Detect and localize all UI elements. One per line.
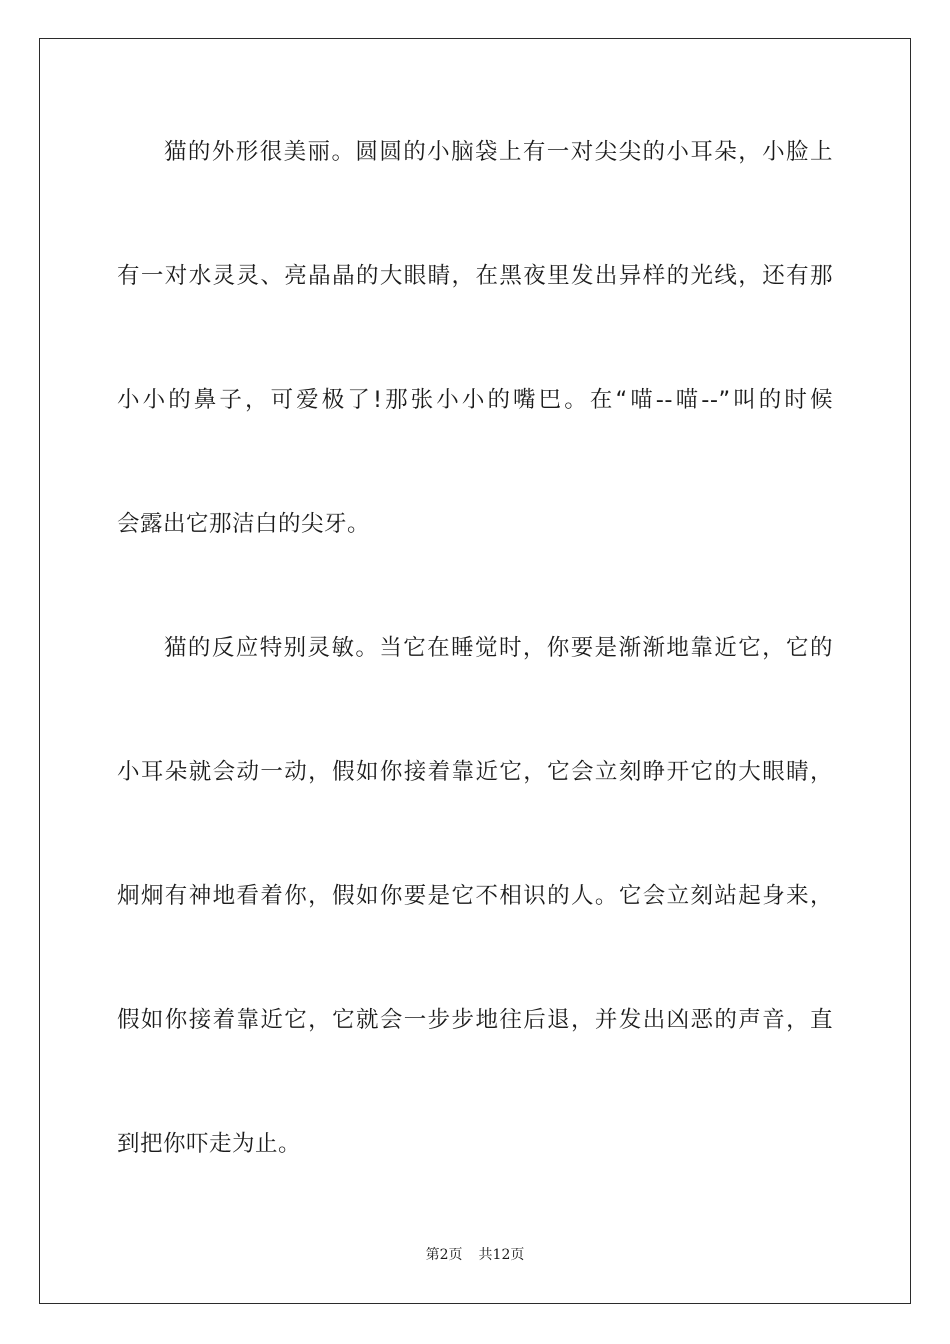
paragraph-1-line-4: 会露出它那洁白的尖牙。 [117, 511, 371, 537]
paragraph-2-line-2: 小耳朵就会动一动，假如你接着靠近它，它会立刻睁开它的大眼睛， [117, 759, 833, 785]
page-border [39, 38, 911, 1304]
paragraph-1-line-3: 小小的鼻子，可爱极了!那张小小的嘴巴。在“喵--喵--”叫的时候 [117, 387, 833, 413]
page-total: 共12页 [478, 1247, 525, 1263]
page-number: 第2页 [425, 1247, 463, 1263]
paragraph-1-line-1: 猫的外形很美丽。圆圆的小脑袋上有一对尖尖的小耳朵，小脸上 [164, 139, 833, 165]
page-footer [0, 1245, 950, 1265]
paragraph-1-line-2: 有一对水灵灵、亮晶晶的大眼睛，在黑夜里发出异样的光线，还有那 [117, 263, 833, 289]
paragraph-2-line-1: 猫的反应特别灵敏。当它在睡觉时，你要是渐渐地靠近它，它的 [164, 635, 833, 661]
paragraph-2-line-3: 炯炯有神地看着你，假如你要是它不相识的人。它会立刻站起身来， [117, 883, 833, 909]
paragraph-2-line-5: 到把你吓走为止。 [117, 1131, 302, 1157]
paragraph-2-line-4: 假如你接着靠近它，它就会一步步地往后退，并发出凶恶的声音，直 [117, 1007, 833, 1033]
